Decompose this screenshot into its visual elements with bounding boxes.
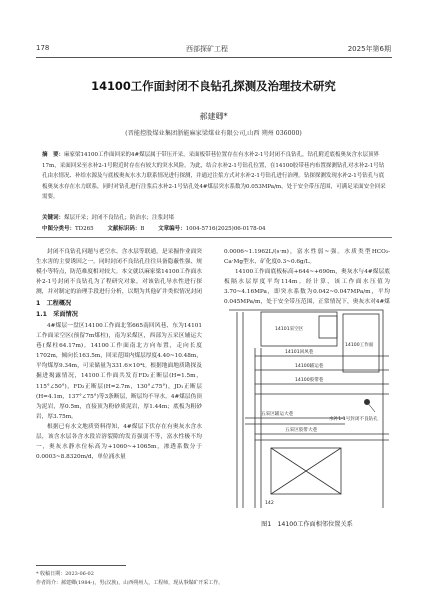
footnote-rule: [36, 565, 126, 566]
keywords: 煤层开采；封闭不良钻孔；防治水；注浆封堵: [64, 215, 175, 221]
article-no-label: 文章编号：: [158, 226, 186, 232]
fig-label-return: 14101回风巷: [285, 350, 314, 355]
keywords-line: [42, 213, 387, 224]
fig-label-142: 142: [265, 501, 274, 506]
section-heading-1: 1 工程概况: [36, 300, 72, 307]
fig-label-main-aux: 五采区辅运大巷: [261, 412, 294, 417]
abstract-rule: [36, 237, 392, 238]
left-column-body: [36, 321, 202, 560]
article-title: 14100工作面封闭不良钻孔探测及治理技术研究: [91, 79, 336, 93]
fig-label-main-belt: 五采区胶带大巷: [285, 428, 318, 433]
fig-label-face: 14100工作面: [345, 343, 374, 348]
fig-label-belt: 14100胶带巷: [295, 378, 324, 383]
abstract: [42, 150, 387, 212]
header-rule: [36, 57, 392, 58]
paragraph-face-overview: 4#煤层一盘区14100工作面北邻665南回风巷、东为14101工作面采空区(预留7m煤柱)，南为采煤区，西部为五采区辅运大巷(煤柱64.17m)。14100工作面南北方向布置，走向长度1702m，倾向长163.5m，回采范围内煤层厚度4.40~10.48m，平均煤厚9.34m，可采储量为331.6×10⁴t。根据地面地质勘探及掘进揭露情况，14100工作面共发育FD₂正断层(H=1.5m，115°∠50°)，FD₃正断层(H=2.7m，130°∠75°)，JD₁正断层(H=4.1m，137°∠75°)等3条断层，断层均不导水。4#煤层伪顶为泥岩，厚0.5m，直接顶为粉砂质泥岩，厚1.44m；底板为粗砂岩，厚3.75m。: [36, 323, 202, 420]
fig-label-borehole: 水补1-1号封闭不良钻孔: [329, 417, 378, 422]
journal-name: 西部探矿工程: [186, 45, 228, 53]
abstract-label: 摘 要：: [42, 152, 65, 158]
cls-value: TD265: [75, 226, 94, 232]
page-number: 178: [36, 44, 50, 52]
paragraph-water-quality: 0.0006~1.1962L/(s·m)，富水性弱~强。水质类型HCO₃-Ca·Mg型水，矿化度0.3~0.6g/L。: [224, 249, 390, 266]
mine-layout-figure: [225, 308, 393, 511]
abstract-text: 麻家梁14100工作面回采的4#煤层属于带压开采，采面板带巷位置存在有水补2-1号封闭不良钻孔，钻孔附近底板奥灰含水层顶界17m，采面回采至水补2-1号附近时存在有较大的突水风险。为此，结合水补2-1号钻孔位置，在14100胶带巷内布置探测钻孔对水补2-1号钻孔由水情况、补给水源及与底板奥灰水水力联系情况进行探测，并通过注浆方式对水补2-1号钻孔进行治理。钻探探测发现水补2-1号钻孔与底板奥灰水存在水力联系，同时对钻孔进行注浆后水补2-1号钻孔处4#煤层突水系数为0.053MPa/m，处于安全带压范围，可满足采面安全回采需要。: [42, 152, 386, 200]
doc-code-value: B: [140, 226, 145, 232]
fig-label-goaf: 14101采空区: [275, 327, 304, 332]
footnote-author-bio: 作者简介：郝建卿(1984-)，男(汉族)，山西朔州人，工程师，现从事煤矿开采工作。: [36, 580, 224, 586]
section-heading-1-1: 1.1 采面情况: [36, 311, 78, 318]
author-affiliation: (晋能控股煤业集团浙能麻家梁煤业有限公司,山西 朔州 036000): [125, 130, 302, 137]
issue-label: 2025年第6期: [347, 45, 391, 53]
classification-line: [42, 224, 387, 235]
article-no-value: 1004-5716(2025)06-0178-04: [185, 226, 266, 232]
left-column-intro: [36, 247, 202, 297]
fig-goaf-inner: [319, 316, 337, 338]
intro-paragraph: 封闭不良钻孔问题与老空水、含水层等联通，是采掘作业面突生水害的主要诱因之一。同时封闭不良钻孔往往具备隐蔽性强、规模小等特点，防范难度相对较大。本文就以麻家梁14100工作面水补2-1号封闭不良钻孔为了程研究对象，对该钻孔导水性进行探测，并对制定的治理手段进行分析，以期为其他矿井类似情况封闭: [36, 249, 202, 296]
fig-boundary: [229, 310, 383, 508]
figure-caption: 图1 14100工作面相邻位置关系: [261, 521, 353, 528]
keywords-label: 关键词：: [42, 215, 65, 221]
footnote-received: * 收稿日期：2023-06-02: [36, 571, 94, 577]
paragraph-hydrogeology: 根据已有水文地质资料得知，4#煤层下伏存在有奥灰水含水层，该含水层各含水段岩溶裂隙的发育强弱不等，富水性极不均一，奥灰水静水位标高为+1060~+1065m，渗透系数分于0.0003~8.8320m/d，单位涌水量: [36, 423, 202, 461]
right-column-text: [224, 247, 390, 307]
fig-label-aux: 14100辅运巷: [295, 364, 324, 369]
cls-label: 中图分类号：: [42, 226, 76, 232]
doc-code-label: 文献标识码：: [107, 226, 141, 232]
paragraph-water-pressure: 14100工作面底板标高+644~+690m，奥灰水与4#煤层底板隔水层厚度平均114m。经计算，该工作面水压值为3.70~4.16MPa，即突水系数为0.042~0.047MPa/m，平均0.045MPa/m，处于安全带压范围，正常情况下，奥灰水对4#煤: [224, 269, 390, 306]
article-author: 郝建卿*: [199, 112, 228, 121]
